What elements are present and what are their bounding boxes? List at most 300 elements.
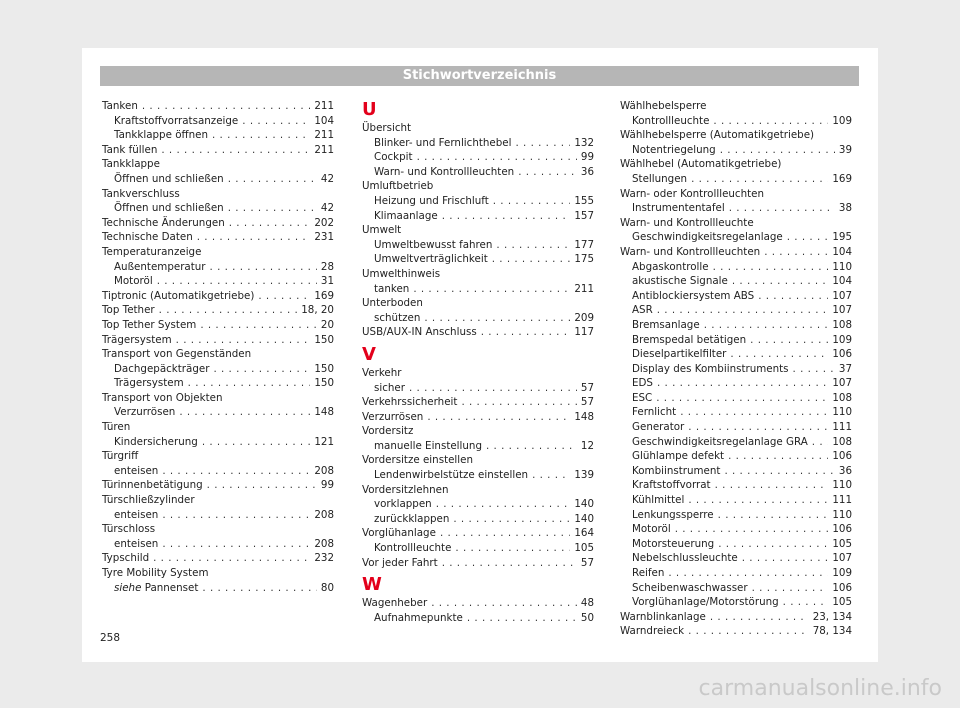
dot-leader bbox=[188, 376, 311, 391]
dot-leader bbox=[179, 405, 310, 420]
index-entry-term bbox=[632, 464, 720, 479]
dot-leader bbox=[515, 136, 570, 151]
index-entry bbox=[362, 150, 594, 165]
index-entry bbox=[102, 435, 334, 450]
dot-leader bbox=[455, 541, 570, 556]
index-letter-heading: W bbox=[362, 574, 382, 596]
index-entry-term bbox=[102, 303, 155, 318]
index-entry-text: Stellungen bbox=[632, 172, 688, 185]
index-entry-text: Reifen bbox=[632, 567, 665, 579]
dot-leader bbox=[718, 508, 829, 523]
index-entry-term bbox=[102, 230, 193, 245]
index-page-ref: 42 bbox=[320, 172, 334, 185]
index-see-reference: siehe bbox=[114, 581, 142, 594]
index-entry-text: Kühlmittel bbox=[632, 494, 685, 507]
index-entry bbox=[102, 551, 334, 566]
index-entry-term bbox=[362, 325, 477, 340]
dot-leader bbox=[200, 318, 317, 333]
index-page-ref: 39 bbox=[838, 143, 852, 156]
index-entry-term bbox=[632, 566, 664, 581]
index-entry bbox=[620, 493, 852, 508]
index-page-ref: 211 bbox=[574, 282, 594, 295]
index-entry-text: Trägersystem bbox=[114, 377, 184, 390]
index-entry-text: Öffnen und schließen bbox=[114, 172, 224, 185]
dot-leader bbox=[724, 464, 834, 479]
index-entry-term bbox=[102, 289, 254, 304]
index-entry-term bbox=[362, 596, 427, 611]
index-entry bbox=[102, 230, 334, 245]
index-entry-text: Warndreieck bbox=[620, 625, 685, 638]
index-entry bbox=[102, 333, 334, 348]
index-page-ref: 107 bbox=[832, 377, 852, 390]
index-page-ref: 169 bbox=[832, 172, 852, 185]
index-entry-text: Typschild bbox=[102, 552, 150, 565]
dot-leader bbox=[162, 537, 310, 552]
dot-leader bbox=[718, 537, 828, 552]
index-entry bbox=[102, 201, 334, 216]
dot-leader bbox=[720, 143, 835, 158]
dot-leader bbox=[764, 245, 828, 260]
index-entry-term bbox=[632, 522, 671, 537]
dot-leader bbox=[424, 311, 570, 326]
index-heading: Transport von Gegenständen bbox=[102, 348, 252, 361]
dot-leader bbox=[228, 201, 317, 216]
index-page-ref: 111 bbox=[832, 421, 852, 434]
index-entry bbox=[620, 201, 852, 216]
index-page-ref: 38 bbox=[838, 202, 852, 215]
index-page-ref: 211 bbox=[314, 129, 334, 142]
index-entry-text: Pannenset bbox=[144, 581, 199, 594]
index-heading: Temperaturanzeige bbox=[102, 245, 202, 258]
index-page-ref: 155 bbox=[574, 194, 594, 207]
index-entry-text: sicher bbox=[374, 381, 405, 394]
index-entry-term bbox=[374, 252, 488, 267]
index-entry-term bbox=[620, 610, 706, 625]
index-entry bbox=[102, 128, 334, 143]
index-entry bbox=[102, 508, 334, 523]
index-entry bbox=[620, 230, 852, 245]
index-entry bbox=[620, 318, 852, 333]
dot-leader bbox=[242, 114, 310, 129]
index-entry-term bbox=[374, 238, 492, 253]
dot-leader bbox=[668, 566, 828, 581]
dot-leader bbox=[732, 274, 828, 289]
index-entry-text: enteisen bbox=[114, 508, 159, 521]
index-entry-term bbox=[632, 362, 789, 377]
index-entry-text: Tanken bbox=[102, 100, 138, 112]
index-entry-term bbox=[632, 230, 783, 245]
index-page-ref: 78, 134 bbox=[812, 625, 852, 638]
index-entry bbox=[620, 551, 852, 566]
index-entry-term bbox=[632, 420, 684, 435]
index-entry-term bbox=[632, 333, 746, 348]
index-page-ref: 105 bbox=[832, 537, 852, 550]
index-page-ref: 108 bbox=[832, 391, 852, 404]
index-entry bbox=[362, 596, 594, 611]
index-heading: Vordersitze einstellen bbox=[362, 454, 474, 467]
index-heading: Tyre Mobility System bbox=[102, 567, 209, 579]
index-page-ref: 150 bbox=[314, 333, 334, 346]
index-entry-text: EDS bbox=[632, 377, 653, 390]
index-entry-term bbox=[374, 497, 432, 512]
index-entry bbox=[620, 260, 852, 275]
dot-leader bbox=[453, 512, 570, 527]
index-heading: Türgriff bbox=[102, 450, 139, 463]
index-entry bbox=[102, 318, 334, 333]
index-entry-text: Nebelschlussleuchte bbox=[632, 552, 738, 565]
index-entry-term bbox=[374, 381, 405, 396]
dot-leader bbox=[518, 165, 577, 180]
index-page-ref: 140 bbox=[574, 498, 594, 511]
index-page-ref: 208 bbox=[314, 464, 334, 477]
index-heading: Wählhebelsperre (Automatikgetriebe) bbox=[620, 129, 815, 142]
index-entry bbox=[102, 537, 334, 552]
index-page-ref: 232 bbox=[314, 552, 334, 565]
index-entry bbox=[620, 245, 852, 260]
index-entry bbox=[102, 172, 334, 187]
index-entry-term bbox=[632, 551, 738, 566]
index-entry-text: Technische Daten bbox=[102, 231, 193, 244]
index-entry-term bbox=[114, 114, 238, 129]
index-heading: Türschloss bbox=[102, 523, 156, 536]
index-entry-term bbox=[114, 537, 158, 552]
index-entry-term bbox=[632, 581, 748, 596]
index-entry bbox=[102, 405, 334, 420]
dot-leader bbox=[436, 497, 571, 512]
index-entry-text: Vorglühanlage bbox=[362, 527, 436, 540]
index-entry-text: Abgaskontrolle bbox=[632, 260, 709, 273]
index-entry bbox=[620, 595, 852, 610]
index-column-3 bbox=[620, 99, 852, 639]
index-page-ref: 169 bbox=[314, 289, 334, 302]
index-entry bbox=[620, 289, 852, 304]
index-heading: Unterboden bbox=[362, 297, 423, 310]
dot-leader bbox=[212, 128, 310, 143]
index-entry bbox=[102, 99, 334, 114]
index-entry-term bbox=[114, 435, 198, 450]
index-entry-term bbox=[632, 435, 808, 450]
index-entry-term bbox=[374, 150, 413, 165]
index-entry-term bbox=[114, 260, 206, 275]
index-entry bbox=[362, 512, 594, 527]
dot-leader bbox=[153, 551, 310, 566]
dot-leader bbox=[728, 449, 828, 464]
index-page-ref: 150 bbox=[314, 377, 334, 390]
index-entry bbox=[620, 114, 852, 129]
index-page-ref: 50 bbox=[580, 611, 594, 624]
dot-leader bbox=[715, 478, 829, 493]
dot-leader bbox=[202, 581, 316, 596]
dot-leader bbox=[197, 230, 311, 245]
dot-leader bbox=[688, 624, 809, 639]
index-entry-text: Verkehrssicherheit bbox=[362, 396, 458, 409]
index-page-ref: 150 bbox=[314, 362, 334, 375]
dot-leader bbox=[159, 303, 298, 318]
index-heading: Türen bbox=[102, 421, 131, 434]
dot-leader bbox=[202, 435, 311, 450]
index-entry-term bbox=[374, 512, 449, 527]
dot-leader bbox=[493, 194, 571, 209]
dot-leader bbox=[742, 551, 829, 566]
index-page-ref: 57 bbox=[580, 556, 594, 569]
index-page-ref: 121 bbox=[314, 435, 334, 448]
dot-leader bbox=[162, 508, 310, 523]
index-entry-term bbox=[632, 201, 725, 216]
index-entry-text: Glühlampe defekt bbox=[632, 450, 725, 463]
index-page-ref: 109 bbox=[832, 567, 852, 579]
index-entry-text: Kraftstoffvorratsanzeige bbox=[114, 114, 239, 127]
index-entry-text: Umweltverträglichkeit bbox=[374, 253, 488, 266]
index-entry-term bbox=[632, 508, 714, 523]
index-entry-text: Dachgepäckträger bbox=[114, 362, 210, 375]
index-page-ref: 108 bbox=[832, 318, 852, 331]
dot-leader bbox=[481, 325, 571, 340]
dot-leader bbox=[229, 216, 311, 231]
index-entry bbox=[620, 333, 852, 348]
dot-leader bbox=[210, 260, 317, 275]
index-entry-term bbox=[102, 143, 157, 158]
index-entry bbox=[102, 478, 334, 493]
index-page-ref: 18, 20 bbox=[301, 304, 334, 317]
index-entry-term bbox=[102, 216, 225, 231]
index-entry bbox=[620, 420, 852, 435]
index-entry bbox=[362, 252, 594, 267]
index-entry-term bbox=[114, 201, 224, 216]
index-page-ref: 104 bbox=[832, 245, 852, 258]
index-heading: Umwelthinweis bbox=[362, 267, 441, 280]
dot-leader bbox=[228, 172, 317, 187]
index-entry-text: ASR bbox=[632, 304, 653, 317]
index-entry-text: Wagenheber bbox=[362, 597, 428, 610]
index-entry-text: tanken bbox=[374, 282, 410, 295]
index-entry bbox=[362, 165, 594, 180]
index-entry-text: Verzurrösen bbox=[114, 406, 176, 419]
index-entry bbox=[362, 136, 594, 151]
index-page-ref: 57 bbox=[580, 396, 594, 409]
dot-leader bbox=[440, 526, 570, 541]
index-entry bbox=[102, 274, 334, 289]
index-entry-text: Warnblinkanlage bbox=[620, 610, 706, 623]
index-page-ref: 164 bbox=[574, 527, 594, 540]
index-entry bbox=[102, 376, 334, 391]
index-entry-text: schützen bbox=[374, 311, 421, 324]
dot-leader bbox=[793, 362, 835, 377]
index-heading: Tankklappe bbox=[102, 158, 160, 171]
index-entry-term bbox=[632, 303, 653, 318]
dot-leader bbox=[427, 410, 570, 425]
index-entry-text: Öffnen und schließen bbox=[114, 202, 224, 215]
index-page-ref: 208 bbox=[314, 537, 334, 550]
index-entry-text: Kombiinstrument bbox=[632, 464, 721, 477]
dot-leader bbox=[675, 522, 829, 537]
index-entry-term bbox=[374, 439, 482, 454]
index-entry bbox=[620, 274, 852, 289]
index-entry-text: Top Tether bbox=[102, 304, 155, 317]
index-entry-text: Geschwindigkeitsregelanlage GRA bbox=[632, 435, 808, 448]
dot-leader bbox=[812, 435, 829, 450]
index-entry-text: Warn- und Kontrollleuchten bbox=[374, 165, 515, 178]
index-entry-term bbox=[374, 311, 420, 326]
index-entry-text: Notentriegelung bbox=[632, 143, 716, 156]
index-page-ref: 110 bbox=[832, 508, 852, 521]
index-entry bbox=[620, 566, 852, 581]
index-entry bbox=[620, 405, 852, 420]
index-entry-term bbox=[362, 526, 436, 541]
index-entry-term bbox=[114, 508, 158, 523]
index-entry bbox=[362, 311, 594, 326]
index-entry bbox=[620, 478, 852, 493]
index-entry-term bbox=[374, 282, 409, 297]
index-entry-text: Kindersicherung bbox=[114, 435, 198, 448]
index-page-ref: 108 bbox=[832, 435, 852, 448]
index-entry-term bbox=[632, 595, 779, 610]
index-entry-text: Tank füllen bbox=[102, 143, 158, 156]
index-entry-text: manuelle Einstellung bbox=[374, 439, 482, 452]
index-page-ref: 57 bbox=[580, 381, 594, 394]
dot-leader bbox=[417, 150, 577, 165]
index-entry-text: Dieselpartikelfilter bbox=[632, 348, 727, 361]
index-entry-term bbox=[374, 468, 528, 483]
index-page-ref: 23, 134 bbox=[812, 610, 852, 623]
index-entry-text: Top Tether System bbox=[102, 318, 197, 331]
index-entry bbox=[620, 537, 852, 552]
index-page-ref: 99 bbox=[580, 151, 594, 164]
index-page-ref: 148 bbox=[314, 406, 334, 419]
index-entry bbox=[362, 439, 594, 454]
index-page-ref: 148 bbox=[574, 410, 594, 423]
index-entry bbox=[102, 464, 334, 479]
index-entry bbox=[362, 194, 594, 209]
dot-leader bbox=[162, 464, 310, 479]
dot-leader bbox=[758, 289, 828, 304]
index-entry-term bbox=[374, 136, 511, 151]
dot-leader bbox=[142, 99, 310, 114]
index-page-ref: 12 bbox=[580, 439, 594, 452]
index-entry-text: Verzurrösen bbox=[362, 410, 424, 423]
index-entry-text: Tankklappe öffnen bbox=[114, 129, 208, 142]
index-entry-term bbox=[632, 347, 726, 362]
index-entry bbox=[620, 376, 852, 391]
index-page-ref: 48 bbox=[580, 597, 594, 610]
index-entry-text: Bremspedal betätigen bbox=[632, 333, 747, 346]
index-page-ref: 104 bbox=[832, 275, 852, 288]
index-entry-term bbox=[632, 274, 728, 289]
index-heading: Vordersitz bbox=[362, 425, 414, 438]
index-entry-term bbox=[374, 541, 451, 556]
index-entry bbox=[102, 362, 334, 377]
index-entry-text: enteisen bbox=[114, 537, 159, 550]
index-entry-term bbox=[632, 318, 700, 333]
page-number: 258 bbox=[100, 632, 121, 644]
index-page-ref: 175 bbox=[574, 253, 594, 266]
index-entry bbox=[620, 449, 852, 464]
dot-leader bbox=[704, 318, 829, 333]
index-heading: Türschließzylinder bbox=[102, 494, 195, 507]
index-entry-term bbox=[362, 556, 438, 571]
index-entry bbox=[362, 381, 594, 396]
index-entry-term bbox=[632, 405, 676, 420]
index-entry-text: Lenkungssperre bbox=[632, 508, 714, 521]
index-entry-text: Klimaanlage bbox=[374, 209, 438, 222]
index-entry-term bbox=[114, 274, 153, 289]
index-entry-text: zurückklappen bbox=[374, 512, 450, 525]
index-page-ref: 104 bbox=[314, 114, 334, 127]
index-entry-term bbox=[102, 99, 138, 114]
index-entry-text: Kraftstoffvorrat bbox=[632, 479, 711, 492]
index-entry-text: Blinker- und Fernlichthebel bbox=[374, 136, 512, 149]
index-page-ref: 106 bbox=[832, 348, 852, 361]
index-heading: Transport von Objekten bbox=[102, 391, 223, 404]
index-entry bbox=[362, 325, 594, 340]
index-entry bbox=[620, 464, 852, 479]
index-page-ref: 107 bbox=[832, 552, 852, 565]
index-entry-term bbox=[102, 318, 196, 333]
index-page-ref: 111 bbox=[832, 494, 852, 507]
index-entry bbox=[620, 172, 852, 187]
index-page-ref: 231 bbox=[314, 231, 334, 244]
index-letter-heading: V bbox=[362, 343, 376, 365]
index-entry bbox=[102, 581, 334, 596]
index-entry-term bbox=[114, 362, 209, 377]
index-entry bbox=[362, 526, 594, 541]
index-page-ref: 109 bbox=[832, 333, 852, 346]
dot-leader bbox=[161, 143, 310, 158]
index-entry-term bbox=[114, 464, 158, 479]
index-page-ref: 37 bbox=[838, 362, 852, 375]
index-column-1 bbox=[102, 99, 334, 595]
index-entry-text: Fernlicht bbox=[632, 406, 677, 419]
index-entry-term bbox=[114, 581, 198, 596]
index-entry-term bbox=[374, 209, 438, 224]
index-heading: Übersicht bbox=[362, 122, 412, 134]
dot-leader bbox=[752, 581, 829, 596]
index-entry-text: Technische Änderungen bbox=[102, 216, 225, 229]
index-entry-term bbox=[620, 624, 684, 639]
index-entry-term bbox=[102, 333, 172, 348]
index-page-ref: 195 bbox=[832, 231, 852, 244]
index-heading: Wählhebelsperre bbox=[620, 100, 707, 112]
index-entry bbox=[362, 209, 594, 224]
index-entry bbox=[102, 260, 334, 275]
dot-leader bbox=[461, 395, 576, 410]
index-entry-term bbox=[114, 128, 208, 143]
index-page-ref: 117 bbox=[574, 326, 594, 339]
index-entry-text: Cockpit bbox=[374, 151, 413, 164]
index-page-ref: 99 bbox=[320, 479, 334, 492]
index-page-ref: 107 bbox=[832, 304, 852, 317]
index-entry-text: Umweltbewusst fahren bbox=[374, 238, 493, 251]
index-entry-text: Antiblockiersystem ABS bbox=[632, 289, 755, 302]
index-page-ref: 177 bbox=[574, 238, 594, 251]
index-entry-term bbox=[374, 194, 489, 209]
index-entry bbox=[362, 282, 594, 297]
index-entry-text: ESC bbox=[632, 391, 653, 404]
index-page-ref: 36 bbox=[580, 165, 594, 178]
index-entry-term bbox=[632, 114, 709, 129]
index-page-ref: 80 bbox=[320, 581, 334, 594]
dot-leader bbox=[486, 439, 577, 454]
index-entry-text: Motoröl bbox=[632, 523, 671, 536]
index-entry-text: Türinnenbetätigung bbox=[102, 479, 203, 492]
index-entry-term bbox=[632, 478, 711, 493]
index-page-ref: 105 bbox=[574, 542, 594, 555]
index-entry bbox=[620, 347, 852, 362]
dot-leader bbox=[680, 405, 828, 420]
index-page-ref: 209 bbox=[574, 311, 594, 324]
dot-leader bbox=[532, 468, 570, 483]
index-page-ref: 140 bbox=[574, 512, 594, 525]
index-entry bbox=[362, 468, 594, 483]
